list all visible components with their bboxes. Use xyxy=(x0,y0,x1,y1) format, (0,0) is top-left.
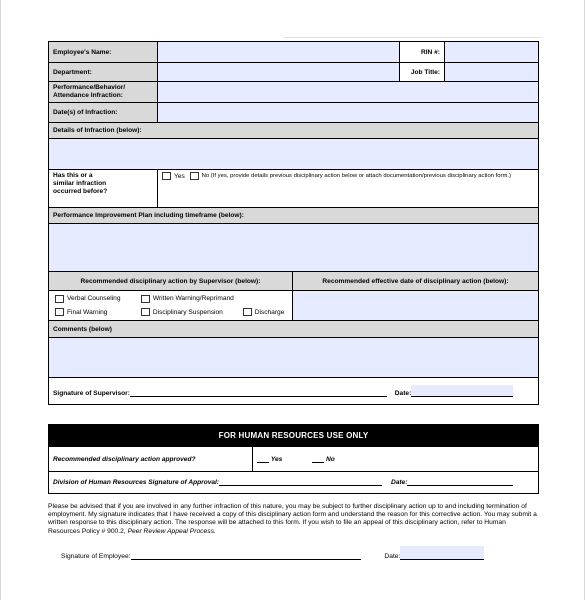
pba-label-line-1: Performance/Behavior/ xyxy=(53,84,126,91)
hr-date-label: Date: xyxy=(390,479,408,486)
pba-label-line-2: Attendance Infraction: xyxy=(53,92,123,99)
final-warning-checkbox[interactable] xyxy=(55,308,64,316)
hr-date-line[interactable] xyxy=(407,479,513,486)
disciplinary-suspension-label: Disciplinary Suspension xyxy=(152,308,223,316)
supervisor-date-label: Date: xyxy=(394,390,412,397)
employee-date-label: Date: xyxy=(384,553,401,560)
pip-label: Performance Improvement Plan including timeframe (below): xyxy=(49,208,539,224)
prior-no-label: No (If yes, provide details previous disciplinary action below or attach documentation/previous disciplinary action form.) xyxy=(201,173,512,179)
rec-date-label: Recommended effective date of disciplinary action (below): xyxy=(293,272,539,291)
verbal-counseling-checkbox[interactable] xyxy=(55,295,64,303)
department-label: Department: xyxy=(49,63,158,82)
written-warning-label: Written Warning/Reprimand xyxy=(152,295,234,303)
employee-date-field[interactable] xyxy=(400,546,484,560)
details-field[interactable] xyxy=(49,139,539,170)
rec-action-label: Recommended disciplinary action by Supervisor (below): xyxy=(49,272,293,291)
hr-division-signature-line[interactable] xyxy=(219,479,382,486)
prior-label-line-1: Has this or a xyxy=(53,172,93,179)
pba-field[interactable] xyxy=(158,82,539,103)
comments-label: Comments (below) xyxy=(49,321,539,338)
disciplinary-suspension-checkbox[interactable] xyxy=(141,308,150,316)
rec-date-field[interactable] xyxy=(293,291,539,321)
department-field[interactable] xyxy=(158,63,400,82)
hr-signature-row xyxy=(49,472,539,494)
written-warning-checkbox[interactable] xyxy=(141,295,150,303)
employee-signature-row xyxy=(61,546,521,560)
verbal-counseling-label: Verbal Counseling xyxy=(67,295,121,303)
disciplinary-form-table xyxy=(48,41,539,405)
supervisor-signature-line[interactable] xyxy=(130,389,387,397)
acknowledgement-notice xyxy=(48,503,538,536)
top-divider xyxy=(284,37,542,38)
dates-label: Date(s) of Infraction: xyxy=(49,103,158,123)
final-warning-label: Final Warning xyxy=(67,308,108,316)
hr-yes-line[interactable] xyxy=(257,456,269,463)
job-title-label: Job Title: xyxy=(400,63,445,82)
hr-yes-label: Yes xyxy=(270,455,283,463)
employee-name-label: Employee's Name: xyxy=(49,42,158,63)
hr-approved-label: Recommended disciplinary action approved? xyxy=(49,447,253,472)
employee-signature-label: Signature of Employee: xyxy=(61,553,131,560)
supervisor-date-field[interactable] xyxy=(411,385,513,397)
pba-label xyxy=(49,82,158,103)
comments-field[interactable] xyxy=(49,338,539,378)
prior-label-line-2: similar infraction xyxy=(53,180,107,187)
rec-action-options xyxy=(49,291,293,321)
hr-approved-options xyxy=(253,447,539,472)
discharge-label: Discharge xyxy=(254,308,285,316)
prior-yes-label: Yes xyxy=(174,172,185,180)
hr-use-table xyxy=(48,424,539,494)
rin-field[interactable] xyxy=(445,42,539,63)
prior-infraction-answer xyxy=(158,170,539,208)
notice-italic: Peer Review Appeal Process. xyxy=(127,527,216,535)
prior-yes-checkbox[interactable] xyxy=(162,172,171,180)
details-label: Details of Infraction (below): xyxy=(49,123,539,139)
hr-header: FOR HUMAN RESOURCES USE ONLY xyxy=(49,425,539,447)
dates-field[interactable] xyxy=(158,103,539,123)
hr-no-line[interactable] xyxy=(312,456,324,463)
discharge-checkbox[interactable] xyxy=(243,308,252,316)
supervisor-signature-row xyxy=(49,378,539,405)
employee-name-field[interactable] xyxy=(158,42,400,63)
job-title-field[interactable] xyxy=(445,63,539,82)
notice-text: Please be advised that if you are involved in any further infraction of this nature, you may be subject to further disciplinary action up to and including termination of employment. My signature indicates that I have received a copy of this disciplinary action form and understand the reason for this corrective action. You may submit a written response to this disciplinary action. The response will be attached to this form. If you wish to file an appeal of this disciplinary action, refer to Human Resources Policy # 900.2, xyxy=(48,503,537,535)
employee-signature-line[interactable] xyxy=(131,552,361,560)
hr-division-signature-label: Division of Human Resources Signature of Approval: xyxy=(53,479,220,486)
pip-field[interactable] xyxy=(49,224,539,272)
prior-label-line-3: occurred before? xyxy=(53,188,108,195)
rin-label: RIN #: xyxy=(400,42,445,63)
hr-no-label: No xyxy=(326,455,335,463)
prior-no-checkbox[interactable] xyxy=(190,172,199,180)
supervisor-signature-label: Signature of Supervisor: xyxy=(53,390,130,397)
prior-infraction-label xyxy=(49,170,158,208)
